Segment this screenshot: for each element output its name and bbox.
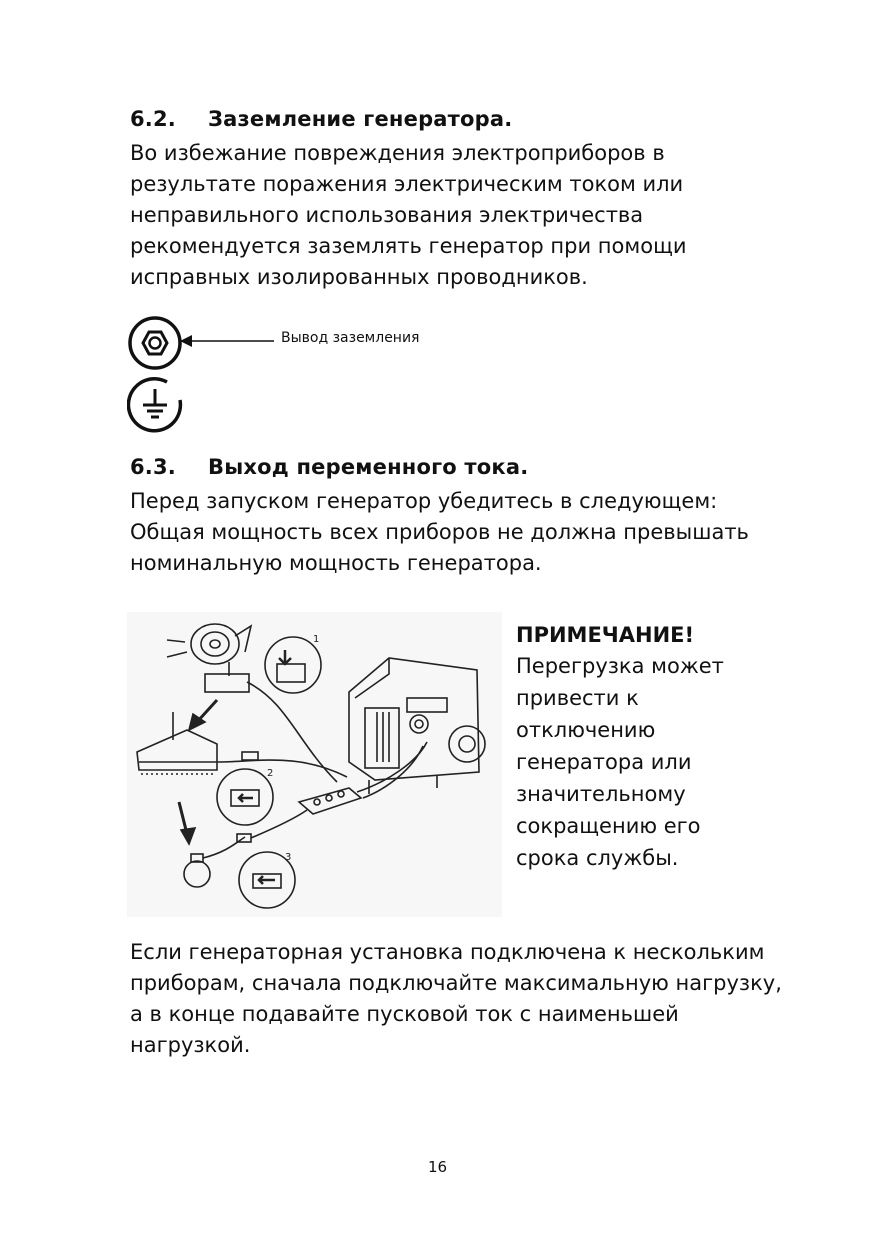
closing-paragraph: Если генераторная установка подключена к нескольким приборам, сначала подключайте максимальную нагрузку, а в конце подавайте пусковой ток с наименьшей нагрузкой. bbox=[130, 940, 782, 1057]
ground-terminal-label: Вывод заземления bbox=[281, 330, 420, 346]
note-title: ПРИМЕЧАНИЕ! bbox=[516, 623, 695, 647]
generator-connection-illustration bbox=[127, 612, 502, 917]
step-label-3: 3 bbox=[285, 852, 292, 863]
earth-ground-icon bbox=[127, 375, 187, 433]
page-number: 16 bbox=[427, 1158, 448, 1176]
arrow-icon bbox=[180, 334, 276, 348]
section-6-3-body: Перед запуском генератор убедитесь в следующем: Общая мощность всех приборов не должна превышать номинальную мощность генератора. bbox=[130, 489, 749, 575]
section-6-2-heading bbox=[130, 107, 512, 131]
section-title: Заземление генератора. bbox=[208, 107, 513, 131]
step-label-2: 2 bbox=[267, 768, 274, 779]
note-body: Перегрузка может привести к отключению генератора или значительному сокращению его срока службы. bbox=[516, 654, 724, 870]
section-6-2-body: Во избежание повреждения электроприборов в результате поражения электрическим током или неправильного использования электричества рекомендуется заземлять генератор при помощи исправных изолированных проводников. bbox=[130, 141, 687, 289]
section-6-3-heading bbox=[130, 455, 528, 479]
section-number: 6.2. bbox=[130, 107, 176, 131]
section-title: Выход переменного тока. bbox=[208, 455, 529, 479]
step-label-1: 1 bbox=[313, 634, 320, 645]
ground-terminal-icon bbox=[127, 315, 187, 371]
section-number: 6.3. bbox=[130, 455, 176, 479]
